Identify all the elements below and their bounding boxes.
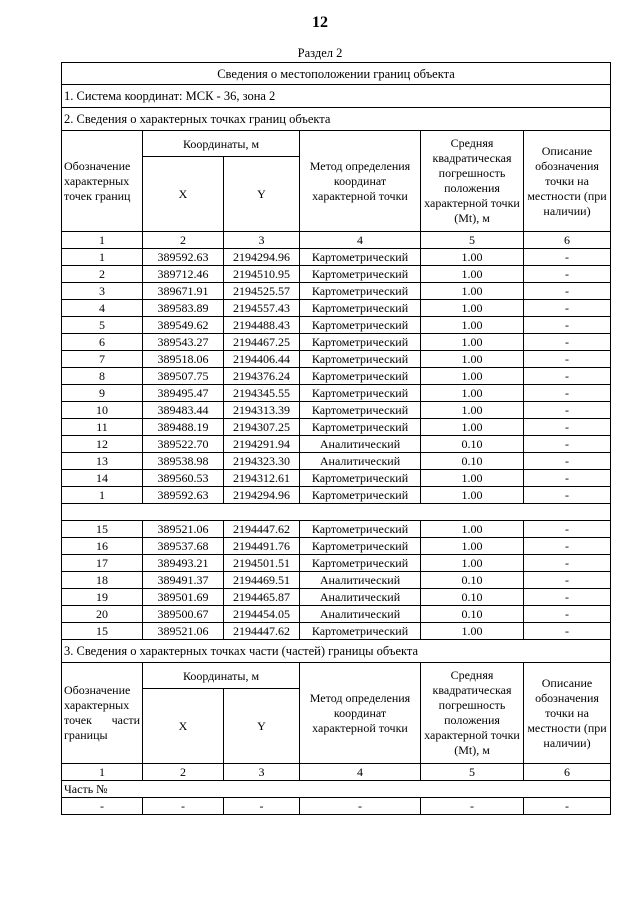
- description: -: [524, 798, 611, 815]
- y-coord: 2194447.62: [224, 521, 300, 538]
- point-id: 19: [62, 589, 143, 606]
- x-coord: 389592.63: [143, 487, 224, 504]
- x-coord: -: [143, 798, 224, 815]
- point-id: 8: [62, 368, 143, 385]
- method: Аналитический: [300, 606, 421, 623]
- part-header-coordinates: Координаты, м: [143, 663, 300, 689]
- part-col-column-number: 3: [224, 764, 300, 781]
- description: -: [524, 521, 611, 538]
- method: Аналитический: [300, 589, 421, 606]
- description: -: [524, 419, 611, 436]
- contour1-row: [62, 368, 611, 385]
- contour1-row: [62, 334, 611, 351]
- error: 1.00: [421, 266, 524, 283]
- contour2-row: [62, 572, 611, 589]
- point-id: 16: [62, 538, 143, 555]
- header-y: Y: [224, 157, 300, 232]
- x-coord: 389712.46: [143, 266, 224, 283]
- contour2-row: [62, 521, 611, 538]
- description: -: [524, 283, 611, 300]
- error: 1.00: [421, 470, 524, 487]
- description: -: [524, 351, 611, 368]
- point-id: 4: [62, 300, 143, 317]
- header-coordinates: Координаты, м: [143, 131, 300, 157]
- y-coord: 2194323.30: [224, 453, 300, 470]
- contour1-row: [62, 402, 611, 419]
- y-coord: 2194294.96: [224, 249, 300, 266]
- description: -: [524, 368, 611, 385]
- description: -: [524, 436, 611, 453]
- method: -: [300, 798, 421, 815]
- method: Аналитический: [300, 572, 421, 589]
- y-coord: 2194469.51: [224, 572, 300, 589]
- col-column-number: 5: [421, 232, 524, 249]
- part-header-error: Средняя квадратическая погрешность положения характерной точки (Mt), м: [421, 663, 524, 764]
- error: 1.00: [421, 368, 524, 385]
- description: -: [524, 555, 611, 572]
- y-coord: 2194376.24: [224, 368, 300, 385]
- contour1-row: [62, 351, 611, 368]
- description: -: [524, 572, 611, 589]
- part-label: Часть №: [62, 781, 611, 798]
- header-x: X: [143, 157, 224, 232]
- error: 1.00: [421, 334, 524, 351]
- error: 1.00: [421, 538, 524, 555]
- error: -: [421, 798, 524, 815]
- method: Картометрический: [300, 470, 421, 487]
- col-column-number: 1: [62, 232, 143, 249]
- part-header-description: Описание обозначения точки на местности (при наличии): [524, 663, 611, 764]
- point-id: 5: [62, 317, 143, 334]
- method: Картометрический: [300, 538, 421, 555]
- contour2-row: [62, 555, 611, 572]
- contour1-row: [62, 283, 611, 300]
- point-id: 3: [62, 283, 143, 300]
- section-label: Раздел 2: [297, 46, 343, 60]
- header-row-1: [62, 131, 611, 157]
- method: Картометрический: [300, 266, 421, 283]
- part-label-row: [62, 781, 611, 798]
- method: Картометрический: [300, 402, 421, 419]
- method: Картометрический: [300, 317, 421, 334]
- y-coord: 2194510.95: [224, 266, 300, 283]
- error: 1.00: [421, 283, 524, 300]
- description: -: [524, 606, 611, 623]
- x-coord: 389493.21: [143, 555, 224, 572]
- x-coord: 389521.06: [143, 521, 224, 538]
- contour2-row: [62, 589, 611, 606]
- point-id: 14: [62, 470, 143, 487]
- x-coord: 389495.47: [143, 385, 224, 402]
- contour1-row: [62, 385, 611, 402]
- contour1-row: [62, 487, 611, 504]
- y-coord: 2194406.44: [224, 351, 300, 368]
- y-coord: 2194488.43: [224, 317, 300, 334]
- table-title: Сведения о местоположении границ объекта: [62, 63, 611, 85]
- coord-system-row: [62, 85, 611, 108]
- point-id: 11: [62, 419, 143, 436]
- point-id: 1: [62, 487, 143, 504]
- x-coord: 389522.70: [143, 436, 224, 453]
- points-heading: 2. Сведения о характерных точках границ объекта: [62, 108, 611, 131]
- error: 0.10: [421, 453, 524, 470]
- error: 1.00: [421, 317, 524, 334]
- y-coord: 2194491.76: [224, 538, 300, 555]
- contour1-row: [62, 436, 611, 453]
- part-column-numbers-row: [62, 764, 611, 781]
- description: -: [524, 317, 611, 334]
- method: Картометрический: [300, 334, 421, 351]
- error: 1.00: [421, 487, 524, 504]
- contour1-row: [62, 453, 611, 470]
- contour2-row: [62, 623, 611, 640]
- part-header-y: Y: [224, 689, 300, 764]
- error: 0.10: [421, 436, 524, 453]
- y-coord: 2194312.61: [224, 470, 300, 487]
- contour-separator-row: [62, 504, 611, 521]
- method: Картометрический: [300, 623, 421, 640]
- point-id: 20: [62, 606, 143, 623]
- method: Картометрический: [300, 249, 421, 266]
- description: -: [524, 249, 611, 266]
- method: Картометрический: [300, 300, 421, 317]
- method: Картометрический: [300, 351, 421, 368]
- x-coord: 389491.37: [143, 572, 224, 589]
- contour1-row: [62, 317, 611, 334]
- error: 1.00: [421, 419, 524, 436]
- method: Картометрический: [300, 385, 421, 402]
- part-col-column-number: 2: [143, 764, 224, 781]
- error: 1.00: [421, 402, 524, 419]
- description: -: [524, 453, 611, 470]
- contour1-row: [62, 470, 611, 487]
- part-col-column-number: 5: [421, 764, 524, 781]
- y-coord: 2194294.96: [224, 487, 300, 504]
- x-coord: 389521.06: [143, 623, 224, 640]
- contour2-row: [62, 538, 611, 555]
- contour1-row: [62, 419, 611, 436]
- part-header-point-designation: Обозначение характерных точек части границы: [62, 663, 143, 764]
- part-col-column-number: 6: [524, 764, 611, 781]
- part-heading: 3. Сведения о характерных точках части (частей) границы объекта: [62, 640, 611, 663]
- part-heading-row: [62, 640, 611, 663]
- method: Картометрический: [300, 487, 421, 504]
- contour1-row: [62, 249, 611, 266]
- part-header-row-1: [62, 663, 611, 689]
- y-coord: 2194307.25: [224, 419, 300, 436]
- error: 1.00: [421, 249, 524, 266]
- x-coord: 389537.68: [143, 538, 224, 555]
- error: 1.00: [421, 351, 524, 368]
- y-coord: 2194447.62: [224, 623, 300, 640]
- error: 1.00: [421, 385, 524, 402]
- y-coord: 2194345.55: [224, 385, 300, 402]
- y-coord: 2194313.39: [224, 402, 300, 419]
- table-title-row: [62, 63, 611, 85]
- method: Картометрический: [300, 419, 421, 436]
- y-coord: 2194454.05: [224, 606, 300, 623]
- contour2-row: [62, 606, 611, 623]
- x-coord: 389549.62: [143, 317, 224, 334]
- y-coord: 2194465.87: [224, 589, 300, 606]
- page-number: 12: [312, 14, 328, 31]
- x-coord: 389500.67: [143, 606, 224, 623]
- error: 1.00: [421, 300, 524, 317]
- x-coord: 389518.06: [143, 351, 224, 368]
- point-id: 18: [62, 572, 143, 589]
- y-coord: 2194525.57: [224, 283, 300, 300]
- x-coord: 389583.89: [143, 300, 224, 317]
- header-point-designation: Обозначение характерных точек границ: [62, 131, 143, 232]
- description: -: [524, 266, 611, 283]
- x-coord: 389592.63: [143, 249, 224, 266]
- x-coord: 389560.53: [143, 470, 224, 487]
- part-col-column-number: 4: [300, 764, 421, 781]
- error: 1.00: [421, 623, 524, 640]
- col-column-number: 6: [524, 232, 611, 249]
- contour1-row: [62, 300, 611, 317]
- blank-cell: [62, 504, 611, 521]
- y-coord: 2194501.51: [224, 555, 300, 572]
- point-id: 9: [62, 385, 143, 402]
- boundaries-table: [61, 62, 611, 815]
- point-id: 12: [62, 436, 143, 453]
- description: -: [524, 487, 611, 504]
- description: -: [524, 385, 611, 402]
- col-column-number: 2: [143, 232, 224, 249]
- x-coord: 389543.27: [143, 334, 224, 351]
- error: 0.10: [421, 572, 524, 589]
- y-coord: 2194557.43: [224, 300, 300, 317]
- point-id: 2: [62, 266, 143, 283]
- x-coord: 389671.91: [143, 283, 224, 300]
- error: 1.00: [421, 555, 524, 572]
- coord-system: 1. Система координат: МСК - 36, зона 2: [62, 85, 611, 108]
- x-coord: 389488.19: [143, 419, 224, 436]
- error: 0.10: [421, 606, 524, 623]
- point-id: -: [62, 798, 143, 815]
- description: -: [524, 538, 611, 555]
- x-coord: 389501.69: [143, 589, 224, 606]
- col-column-number: 3: [224, 232, 300, 249]
- x-coord: 389538.98: [143, 453, 224, 470]
- method: Аналитический: [300, 436, 421, 453]
- y-coord: -: [224, 798, 300, 815]
- x-coord: 389507.75: [143, 368, 224, 385]
- method: Картометрический: [300, 283, 421, 300]
- header-method: Метод определения координат характерной точки: [300, 131, 421, 232]
- point-id: 13: [62, 453, 143, 470]
- error: 1.00: [421, 521, 524, 538]
- points-heading-row: [62, 108, 611, 131]
- point-id: 6: [62, 334, 143, 351]
- header-error: Средняя квадратическая погрешность положения характерной точки (Mt), м: [421, 131, 524, 232]
- method: Аналитический: [300, 453, 421, 470]
- y-coord: 2194467.25: [224, 334, 300, 351]
- part-header-x: X: [143, 689, 224, 764]
- point-id: 15: [62, 521, 143, 538]
- description: -: [524, 334, 611, 351]
- x-coord: 389483.44: [143, 402, 224, 419]
- header-description: Описание обозначения точки на местности (при наличии): [524, 131, 611, 232]
- col-column-number: 4: [300, 232, 421, 249]
- method: Картометрический: [300, 368, 421, 385]
- contour1-row: [62, 266, 611, 283]
- point-id: 10: [62, 402, 143, 419]
- description: -: [524, 589, 611, 606]
- method: Картометрический: [300, 521, 421, 538]
- description: -: [524, 300, 611, 317]
- description: -: [524, 623, 611, 640]
- part-header-method: Метод определения координат характерной точки: [300, 663, 421, 764]
- point-id: 17: [62, 555, 143, 572]
- column-numbers-row: [62, 232, 611, 249]
- y-coord: 2194291.94: [224, 436, 300, 453]
- part-row: [62, 798, 611, 815]
- point-id: 7: [62, 351, 143, 368]
- point-id: 15: [62, 623, 143, 640]
- error: 0.10: [421, 589, 524, 606]
- point-id: 1: [62, 249, 143, 266]
- part-col-column-number: 1: [62, 764, 143, 781]
- method: Картометрический: [300, 555, 421, 572]
- description: -: [524, 470, 611, 487]
- description: -: [524, 402, 611, 419]
